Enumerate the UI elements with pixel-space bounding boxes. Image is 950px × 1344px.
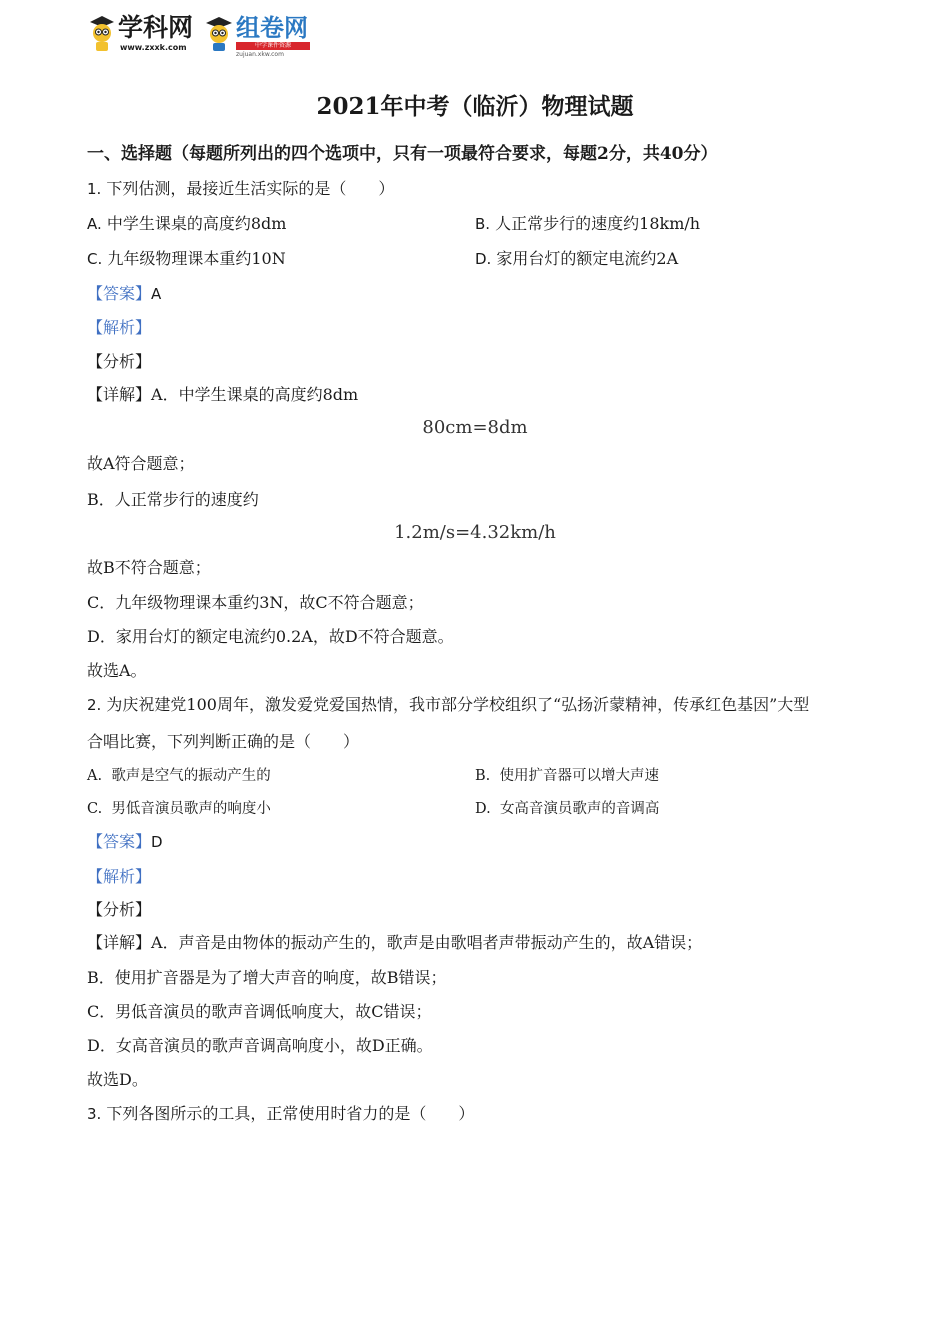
q1-detail-line: C．九年级物理课本重约3N，故C不符合题意； (87, 593, 424, 612)
logo-zujuan-url: zujuan.xkw.com (236, 51, 284, 58)
q2-option-a: A. 歌声是空气的振动产生的 (87, 768, 271, 784)
q1-option-d: D. 家用台灯的额定电流约2A (475, 249, 679, 268)
q2-fenxi: 【分析】 (87, 900, 152, 919)
logo-xueke-url: www.zxxk.com (120, 43, 187, 52)
q2-detail-line: C．男低音演员的歌声音调低响度大，故C错误； (87, 1002, 432, 1021)
q1-option-c: C. 九年级物理课本重约10N (87, 249, 286, 268)
q1-detail: 【详解】A．中学生课桌的高度约8dm (87, 385, 359, 404)
question-1-stem (87, 178, 394, 200)
mascot-icon (86, 14, 118, 52)
question-text: 下列估测，最接近生活实际的是（ ） (106, 179, 395, 198)
q1-equation-2: 1.2m/s=4.32km/h (394, 522, 556, 543)
mascot-icon (202, 14, 236, 52)
logo-zujuan-text: 组卷网 (236, 14, 308, 42)
question-2-stem-cont: 合唱比赛，下列判断正确的是（ ） (87, 732, 360, 751)
q2-detail-line: B．使用扩音器是为了增大声音的响度，故B错误； (87, 968, 447, 987)
q2-analysis-tag: 【解析】 (87, 867, 152, 886)
q1-detail-line: 故A符合题意； (87, 454, 195, 473)
q1-analysis-tag: 【解析】 (87, 318, 152, 337)
q2-detail: 【详解】A．声音是由物体的振动产生的，歌声是由歌唱者声带振动产生的，故A错误； (87, 933, 703, 952)
q2-conclusion: 故选D。 (87, 1070, 148, 1089)
q2-answer: 【答案】D (87, 832, 163, 851)
logo-zujuan-tag: 中学课件资源 (236, 42, 310, 50)
q1-equation-1: 80cm=8dm (422, 417, 528, 438)
section-heading: 一、选择题（每题所列出的四个选项中，只有一项最符合要求，每题2分，共40分） (87, 144, 718, 164)
question-number: 1. (87, 180, 102, 198)
logo-xueke-text: 学科网 (118, 13, 194, 42)
question-text: 下列各图所示的工具，正常使用时省力的是（ ） (106, 1104, 475, 1123)
header-logos (86, 12, 326, 56)
q1-answer: 【答案】A (87, 284, 162, 303)
q1-conclusion: 故选A。 (87, 661, 147, 680)
question-2-stem (87, 694, 809, 716)
question-number: 2. (87, 696, 102, 714)
q1-fenxi: 【分析】 (87, 352, 152, 371)
q1-option-b: B. 人正常步行的速度约18km/h (475, 214, 701, 233)
page-title: 2021年中考（临沂）物理试题 (316, 93, 634, 120)
q1-detail-line: 故B不符合题意； (87, 558, 211, 577)
q1-detail-line: D．家用台灯的额定电流约0.2A，故D不符合题意。 (87, 627, 454, 646)
q2-detail-line: D．女高音演员的歌声音调高响度小，故D正确。 (87, 1036, 433, 1055)
question-3-stem (87, 1103, 474, 1125)
question-number: 3. (87, 1105, 102, 1123)
q2-option-c: C. 男低音演员歌声的响度小 (87, 801, 271, 817)
q1-detail-line: B．人正常步行的速度约 (87, 490, 259, 509)
q2-option-d: D. 女高音演员歌声的音调高 (475, 801, 660, 817)
q2-option-b: B. 使用扩音器可以增大声速 (475, 768, 659, 784)
q1-option-a: A. 中学生课桌的高度约8dm (87, 214, 287, 233)
question-text: 为庆祝建党100周年，激发爱党爱国热情，我市部分学校组织了“弘扬沂蒙精神，传承红色基因”大型 (106, 695, 810, 714)
